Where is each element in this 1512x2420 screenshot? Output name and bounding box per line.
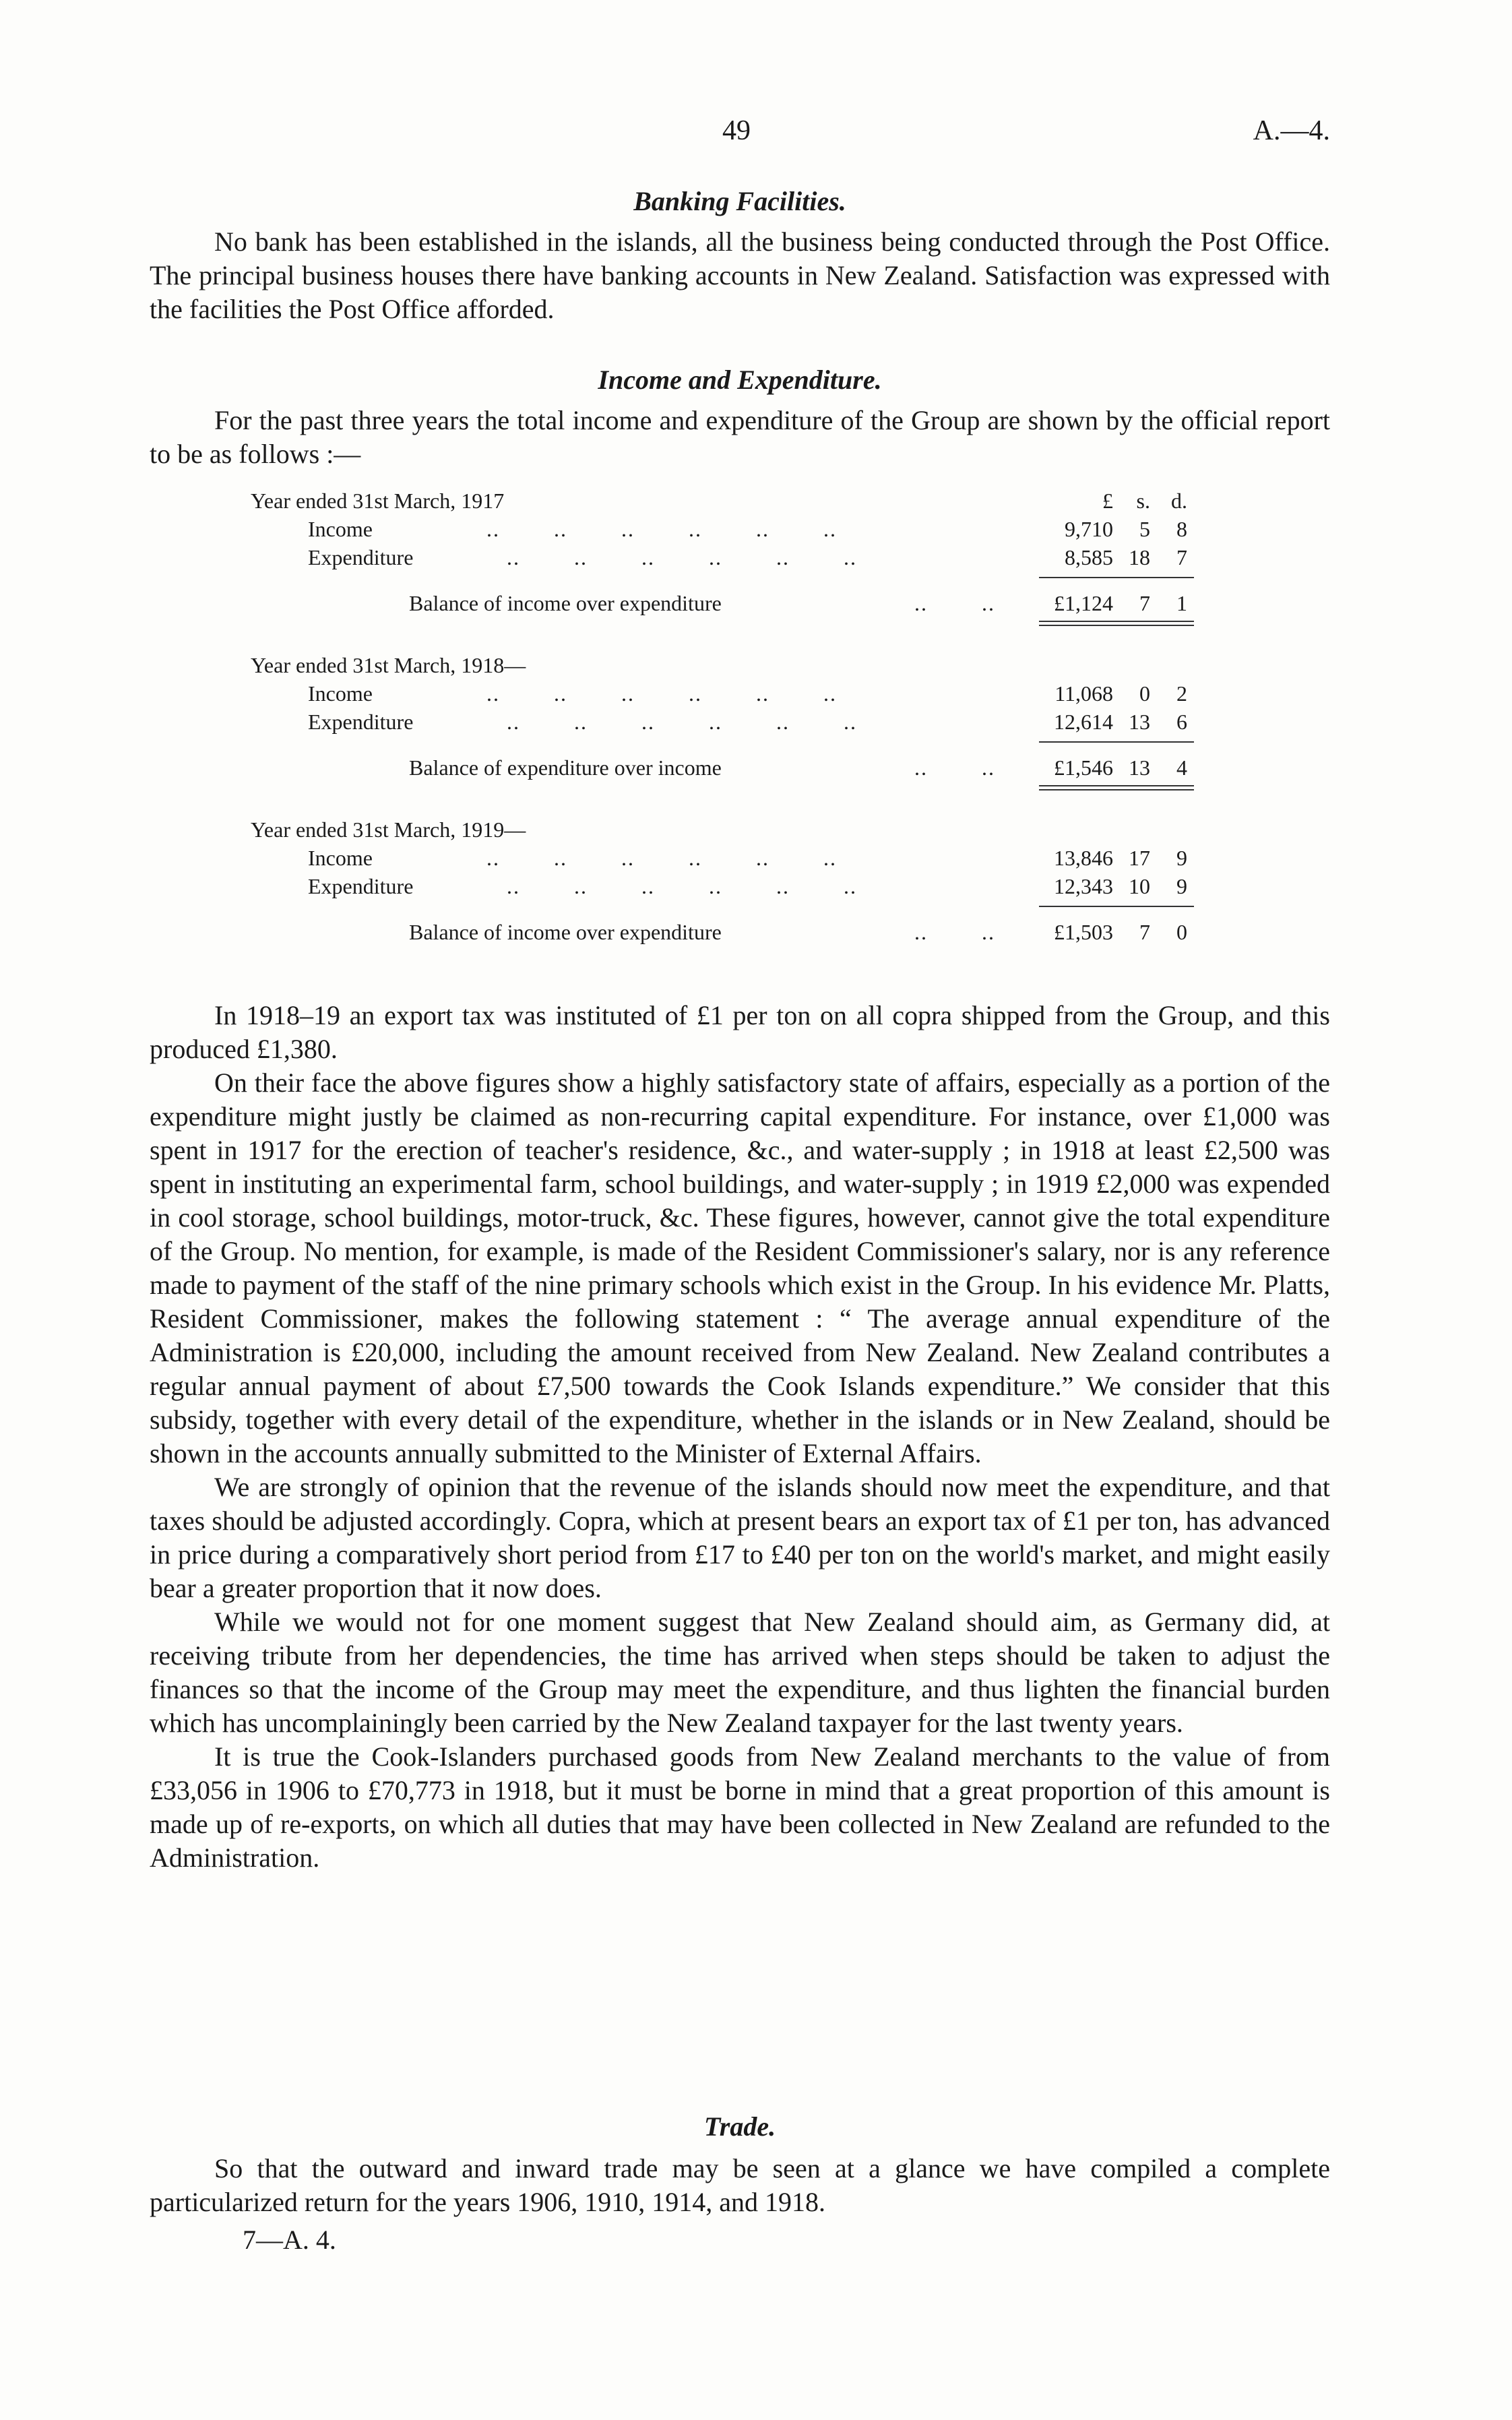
table-row: Income .. .. .. .. .. .. 13,846 17 9 <box>150 844 1330 872</box>
pence-value: 9 <box>1176 874 1187 898</box>
year-title: Year ended 31st March, 1919— <box>251 817 526 842</box>
balance-pence: 0 <box>1176 920 1187 944</box>
imports-paragraph: It is true the Cook-Islanders purchased goods from New Zealand merchants to the value of from £33,056 in 1906 to £70,773 in 1918, but it must be borne in mind that a great proportion of this amount is made up of re-exports, on which all duties that may have been collected in New Zealand are refunded to the Administration. <box>150 1741 1330 1873</box>
pounds-value: 8,585 <box>1065 545 1113 569</box>
pounds-value: 12,343 <box>1054 874 1113 898</box>
balance-pounds: £1,503 <box>1054 920 1113 944</box>
income-expenditure-intro: For the past three years the total income and expenditure of the Group are shown by the official report to be as follows :— <box>150 405 1330 469</box>
commentary-section <box>150 999 1330 1875</box>
sum-rule <box>1039 906 1194 907</box>
balance-label: Balance of income over expenditure <box>409 920 722 944</box>
year-1917-title-row <box>150 487 1330 515</box>
banking-heading: Banking Facilities. <box>633 186 846 216</box>
page-number: 49 <box>722 115 751 146</box>
shillings-value: 10 <box>1129 874 1150 898</box>
balance-label: Balance of income over expenditure <box>409 591 722 615</box>
total-double-rule <box>1039 785 1194 790</box>
table-row: Expenditure .. .. .. .. .. .. 12,614 13 6 <box>150 708 1330 736</box>
finances-paragraph: While we would not for one moment suggest that New Zealand should aim, as Germany did, at receiving tribute from her dependencies, the time has arrived when steps should be taken to adjust the finances so that the income of the Group may meet the expenditure, and thus lighten the financial burden which has uncomplainingly been carried by the New Zealand taxpayer for the last twenty years. <box>150 1607 1330 1738</box>
year-1918-title-row <box>150 651 1330 679</box>
revenue-paragraph: We are strongly of opinion that the revenue of the islands should now meet the expenditure, and that taxes should be adjusted accordingly. Copra, which at present bears an export tax of £1 per ton, has advanced in price during a comparatively short period from £17 to £40 per ton on the world's market, and might easily bear a greater proportion that it now does. <box>150 1472 1330 1603</box>
balance-row: Balance of expenditure over income .. .. £1,546 13 4 <box>150 753 1330 782</box>
shillings-value: 17 <box>1129 846 1150 870</box>
balance-pence: 1 <box>1176 591 1187 615</box>
table-row: Expenditure .. .. .. .. .. .. 8,585 18 7 <box>150 543 1330 571</box>
year-1919-title-row <box>150 815 1330 844</box>
table-row: Income .. .. .. .. .. .. 9,710 5 8 <box>150 515 1330 543</box>
row-label: Income <box>308 517 373 541</box>
row-label: Income <box>308 846 373 870</box>
expenditure-paragraph: On their face the above figures show a highly satisfactory state of affairs, especially as a portion of the expenditure might justly be claimed as non-recurring capital expenditure. For instance, over £1,000 was spent in 1917 for the erection of teacher's residence, &c., and water-supply ; in 1918 at least £2,500 was spent in instituting an experimental farm, school buildings, and water-supply ; in 1919 £2,000 was expended in cool storage, school buildings, motor-truck, &c. These figures, however, cannot give the total expenditure of the Group. No mention, for example, is made of the Resident Commissioner's salary, nor is any reference made to payment of the staff of the nine primary schools which exist in the Group. In his evidence Mr. Platts, Resident Commissioner, makes the following statement : “ The average annual expenditure of the Administration is £20,000, including the amount received from New Zealand. New Zealand contributes a regular annual payment of about £7,500 towards the Cook Islands expenditure.” We consider that this subsidy, together with every detail of the expenditure, whether in the islands or in New Zealand, should be shown in the accounts annually submitted to the Minister of External Affairs. <box>150 1067 1330 1468</box>
table-row: Income .. .. .. .. .. .. 11,068 0 2 <box>150 679 1330 708</box>
trade-paragraph: So that the outward and inward trade may be seen at a glance we have compiled a complete particularized return for the years 1906, 1910, 1914, and 1918. <box>150 2153 1330 2217</box>
banking-paragraph: No bank has been established in the islands, all the business being conducted through the Post Office. The principal business houses there have banking accounts in New Zealand. Satisfaction was expressed with the facilities the Post Office afforded. <box>150 226 1330 324</box>
row-label: Expenditure <box>308 874 414 898</box>
shillings-value: 18 <box>1129 545 1150 569</box>
income-expenditure-section <box>150 364 1330 471</box>
year-title: Year ended 31st March, 1917 <box>251 489 505 513</box>
export-tax-paragraph: In 1918–19 an export tax was instituted of £1 per ton on all copra shipped from the Group, and this produced £1,380. <box>150 1000 1330 1064</box>
balance-row: Balance of income over expenditure .. .. £1,503 7 0 <box>150 918 1330 946</box>
balance-pence: 4 <box>1176 755 1187 780</box>
pence-value: 6 <box>1176 710 1187 734</box>
total-double-rule <box>1039 621 1194 626</box>
banking-section <box>150 185 1330 326</box>
page-signature: 7—A. 4. <box>243 2225 336 2255</box>
balance-shillings: 7 <box>1139 591 1150 615</box>
shillings-value: 13 <box>1129 710 1150 734</box>
sum-rule <box>1039 577 1194 578</box>
trade-section <box>150 2111 1330 2219</box>
pounds-value: 9,710 <box>1065 517 1113 541</box>
year-title: Year ended 31st March, 1918— <box>251 653 526 677</box>
shillings-value: 0 <box>1139 681 1150 706</box>
pounds-value: 13,846 <box>1054 846 1113 870</box>
balance-pounds: £1,546 <box>1054 755 1113 780</box>
pounds-value: 11,068 <box>1054 681 1113 706</box>
page-header <box>150 115 1330 162</box>
trade-heading: Trade. <box>703 2111 776 2142</box>
row-label: Expenditure <box>308 710 414 734</box>
balance-shillings: 7 <box>1139 920 1150 944</box>
shillings-value: 5 <box>1139 517 1150 541</box>
row-label: Expenditure <box>308 545 414 569</box>
row-label: Income <box>308 681 373 706</box>
balance-row: Balance of income over expenditure .. .. £1,124 7 1 <box>150 589 1330 617</box>
pounds-column-header: £ <box>1102 489 1113 513</box>
balance-label: Balance of expenditure over income <box>409 755 722 780</box>
pence-value: 9 <box>1176 846 1187 870</box>
document-reference: A.—4. <box>1253 115 1330 146</box>
shillings-column-header: s. <box>1136 489 1150 513</box>
sum-rule <box>1039 741 1194 743</box>
balance-pounds: £1,124 <box>1054 591 1113 615</box>
pounds-value: 12,614 <box>1054 710 1113 734</box>
pence-value: 2 <box>1176 681 1187 706</box>
table-row: Expenditure .. .. .. .. .. .. 12,343 10 9 <box>150 872 1330 900</box>
balance-shillings: 13 <box>1129 755 1150 780</box>
income-expenditure-heading: Income and Expenditure. <box>598 365 882 395</box>
pence-column-header: d. <box>1171 489 1187 513</box>
pence-value: 8 <box>1176 517 1187 541</box>
pence-value: 7 <box>1176 545 1187 569</box>
